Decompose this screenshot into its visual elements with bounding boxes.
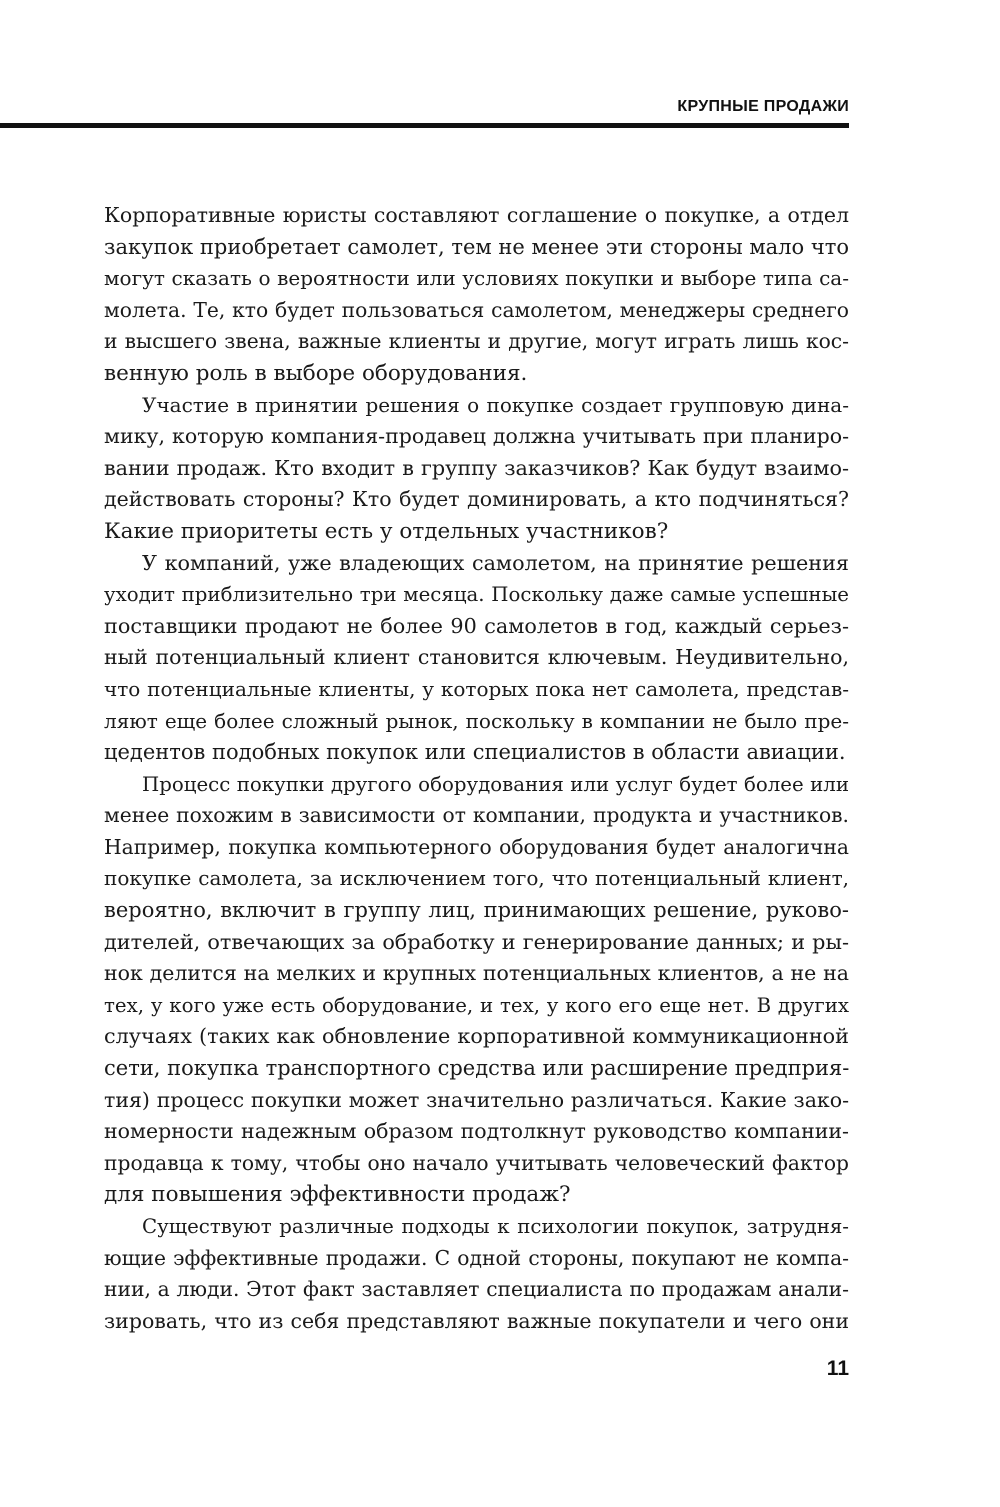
text-line: ющие эффективные продажи. С одной стороны, покупают не компа- (104, 1245, 849, 1270)
text-line: ляют еще более сложный рынок, поскольку в компании не было пре- (104, 708, 849, 733)
text-line: Корпоративные юристы составляют соглашение о покупке, а отдел (104, 203, 849, 227)
text-line: действовать стороны? Кто будет доминировать, а кто подчиняться? (104, 487, 849, 512)
text-line: что потенциальные клиенты, у которых пока нет самолета, представ- (104, 676, 849, 701)
text-line: Какие приоритеты есть у отдельных участников? (104, 518, 669, 544)
text-line: номерности надежным образом подтолкнут руководство компании- (104, 1119, 849, 1144)
text-line: поставщики продают не более 90 самолетов в год, каждый серьез- (104, 613, 849, 638)
running-title: КРУПНЫЕ ПРОДАЖИ (677, 98, 849, 115)
text-line: уходит приблизительно три месяца. Поскольку даже самые успешные (104, 583, 849, 607)
header-rule (0, 123, 849, 128)
text-line: закупок приобретает самолет, тем не менее эти стороны мало что (104, 234, 849, 259)
text-line: нок делится на мелких и крупных потенциальных клиентов, а не на (104, 961, 849, 986)
text-line: случаях (таких как обновление корпоративной коммуникационной (104, 1024, 849, 1049)
text-line: молета. Те, кто будет пользоваться самолетом, менеджеры среднего (104, 297, 849, 322)
text-line: покупке самолета, за исключением того, что потенциальный клиент, (104, 866, 849, 891)
text-line: сети, покупка транспортного средства или расширение предприя- (104, 1056, 850, 1081)
text-line: продавца к тому, чтобы оно начало учитывать человеческий фактор (104, 1150, 849, 1175)
text-line: тия) процесс покупки может значительно различаться. Какие зако- (104, 1087, 849, 1112)
text-line: венную роль в выборе оборудования. (104, 360, 528, 386)
text-line: вании продаж. Кто входит в группу заказчиков? Как будут взаимо- (104, 455, 849, 480)
text-line: зировать, что из себя представляют важные покупатели и чего они (104, 1308, 849, 1333)
text-line: цедентов подобных покупок или специалистов в области авиации. (104, 740, 846, 765)
text-line: вероятно, включит в группу лиц, принимающих решение, руково- (104, 898, 849, 923)
text-line: У компаний, уже владеющих самолетом, на принятие решения (142, 550, 849, 575)
text-line: Например, покупка компьютерного оборудования будет аналогична (104, 834, 849, 859)
text-line: мику, которую компания-продавец должна учитывать при планиро- (104, 424, 849, 449)
text-line: могут сказать о вероятности или условиях покупки и выборе типа са- (104, 266, 849, 291)
text-line: дителей, отвечающих за обработку и генерирование данных; и ры- (104, 929, 849, 954)
text-line: нии, а люди. Этот факт заставляет специалиста по продажам анали- (104, 1277, 849, 1302)
text-line: Существуют различные подходы к психологии покупок, затрудня- (142, 1215, 849, 1238)
body-text (104, 200, 849, 1337)
text-line: менее похожим в зависимости от компании, продукта и участников. (104, 803, 849, 828)
text-line: Процесс покупки другого оборудования или услуг будет более или (142, 772, 849, 796)
text-line: тех, у кого уже есть оборудование, и тех, у кого его еще нет. В других (104, 993, 849, 1017)
text-line: для повышения эффективности продаж? (104, 1182, 571, 1208)
text-line: ный потенциальный клиент становится ключевым. Неудивительно, (104, 645, 849, 670)
page-number: 11 (826, 1357, 849, 1380)
text-line: Участие в принятии решения о покупке создает групповую дина- (142, 392, 849, 417)
text-line: и высшего звена, важные клиенты и другие, могут играть лишь кос- (104, 329, 849, 354)
